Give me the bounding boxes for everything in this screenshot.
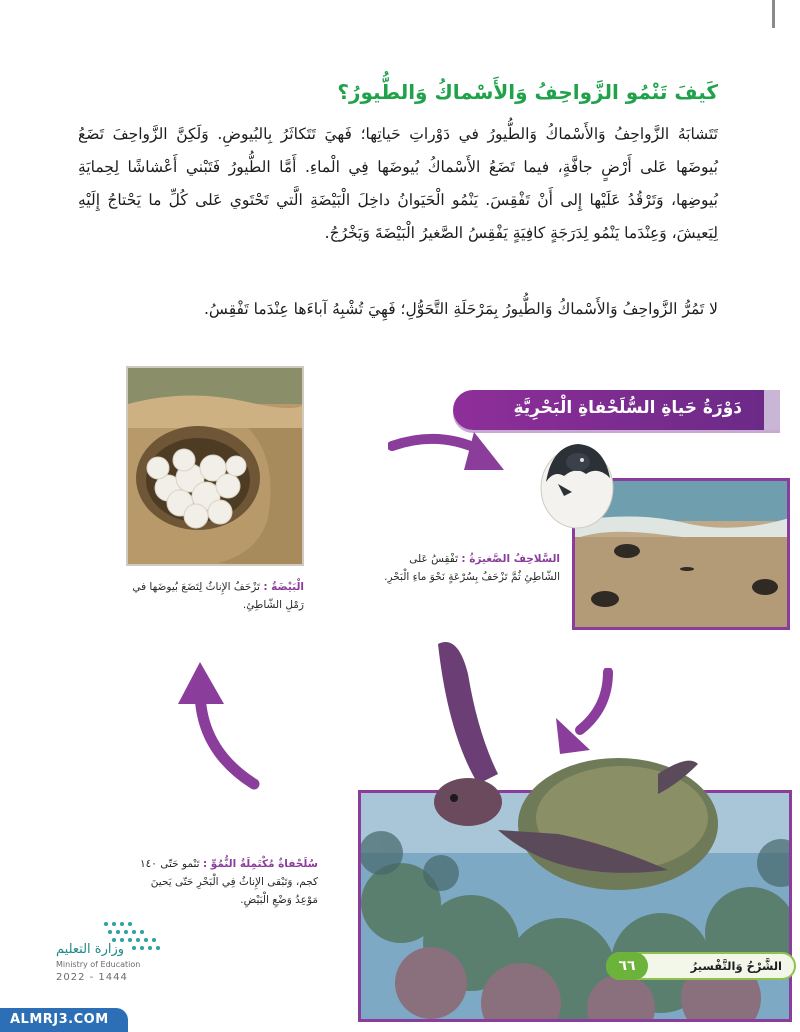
caption-hatchling-text: تَفْقِسُ عَلى الشّاطِئِ ثُمَّ تَزْحَفُ بِسُرْعَةٍ نَحْوَ ماءِ الْبَحْرِ. [384,553,560,583]
hatchling-photo [538,438,616,530]
site-watermark: ALMRJ3.COM [0,1008,128,1032]
caption-adult-text: تَنْمو حَتّى ١٤٠ كجم، وَتَبْقى الإِناثُ فِي الْبَحْرِ حَتّى يَحينَ مَوْعِدُ وَضْعِ الْبَيْضِ. [139,858,318,906]
logo-arabic-name: وزارة التعليم [56,942,125,957]
arrow-hatchling-to-adult [550,668,620,758]
section-heading: كَيفَ تَنْمُو الزَّواحِفُ وَالأَسْماكُ وَالطُّيورُ؟ [337,80,718,104]
logo-year: 2022 - 1444 [56,972,128,983]
caption-hatchling-label: السَّلاحِفُ الصَّغيرَةُ : [461,553,560,565]
footer-section-label: الشَّرْحُ وَالتَّفْسيرُ [690,959,782,973]
life-cycle-banner [453,390,780,430]
caption-eggs-label: الْبَيْضَةُ : [263,581,304,593]
caption-eggs-text: تَزْحَفُ الإِناثُ لِتَضَعَ بُيوضَها في رَمْلِ الشّاطِئِ. [132,581,304,611]
page-footer-bar [606,952,796,980]
arrow-adult-to-eggs [170,660,260,790]
page-number: ٦٦ [606,952,648,980]
arrow-eggs-to-hatchling [388,428,508,488]
eggs-photo [126,366,304,566]
banner-title: دَوْرَةُ حَياةِ السُّلَحْفاةِ الْبَحْرِيَّةِ [513,398,742,418]
logo-english-name: Ministry of Education [56,960,141,969]
caption-hatchling [372,550,560,586]
body-paragraph-2: لا تَمُرُّ الزَّواحِفُ وَالأَسْماكُ وَالطُّيورُ بِمَرْحَلَةِ التَّحَوُّلِ؛ فَهِيَ تُشْبِهُ آباءَها عِنْدَما تَفْقِسُ. [204,300,718,318]
banner-cap [764,390,780,430]
caption-adult-label: سُلَحْفاةٌ مُكْتَمِلَةُ النُّمُوِّ : [202,858,318,870]
caption-eggs [126,578,304,614]
page-edge-line [772,0,775,28]
body-paragraph-1: تَتَشابَهُ الزَّواحِفُ وَالأَسْماكُ وَالطُّيورُ في دَوْراتِ حَياتِها؛ فَهيَ تَتَكاثَرُ بِالبُيوضِ. وَلَكِنَّ الزَّواحِفَ تَضَعُ بُيوضَها عَلى أَرْضٍ جافَّةٍ، فيما تَضَعُ الأَسْماكُ بُيوضَها فِي الْماءِ. أَمَّا الطُّيورُ فَتَبْني أَعْشاشًا لِحِمايَةِ بُيوضِها، وَتَرْقُدُ عَلَيْها إِلى أَنْ تَفْقِسَ. يَنْمُو الْحَيَوانُ داخِلَ الْبَيْضَةِ الَّتي تَحْتَوي عَلى كُلِّ ما يَحْتاجُ إِلَيْهِ لِيَعيشَ، وَعِنْدَما يَنْمُو لِدَرَجَةٍ كافِيَةٍ يَفْقِسُ الصَّغيرُ الْبَيْضَةَ وَيَخْرُجُ. [78,125,719,242]
